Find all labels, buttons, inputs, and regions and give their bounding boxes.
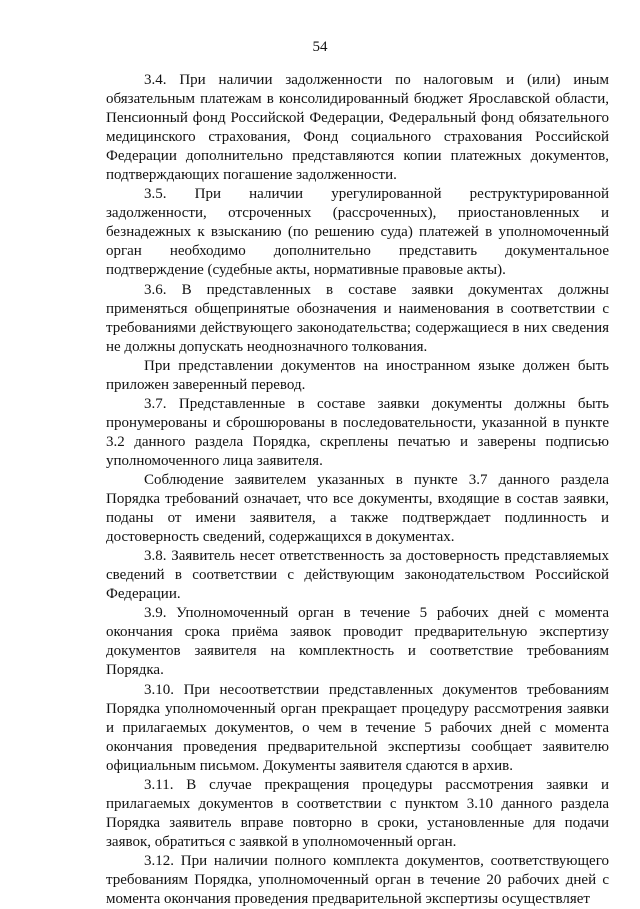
paragraph-3-11: 3.11. В случае прекращения процедуры рассмотрения заявки и прилагаемых документов в соответствии с пунктом 3.10 данного раздела Порядка заявитель вправе повторно в сроки, установленные для подачи заявок, обратиться с заявкой в уполномоченный орган. xyxy=(106,776,609,850)
paragraph-3-6: 3.6. В представленных в составе заявки документах должны применяться общепринятые обозначения и наименования в соответствии с требованиями действующего законодательства; содержащиеся в них сведения не должны допускать неоднозначного толкования. xyxy=(106,281,609,355)
paragraph-3-10: 3.10. При несоответствии представленных документов требованиям Порядка уполномоченный орган прекращает процедуру рассмотрения заявки и прилагаемых документов, о чем в течение 5 рабочих дней с момента окончания проведения предварительной экспертизы сообщает заявителю официальным письмом. Документы заявителя сдаются в архив. xyxy=(106,681,609,774)
paragraph-compliance: Соблюдение заявителем указанных в пункте 3.7 данного раздела Порядка требований означает, что все документы, входящие в состав заявки, поданы от имени заявителя, а также подтверждает подлинность и достоверность сведений, содержащихся в документах. xyxy=(106,471,609,546)
body-text xyxy=(106,71,609,909)
paragraph-3-5: 3.5. При наличии урегулированной реструктурированной задолженности, отсроченных (рассроченных), приостановленных и безнадежных к взысканию (по решению суда) платежей в уполномоченный орган необходимо дополнительно представить документальное подтверждение (судебные акты, нормативные правовые акты). xyxy=(106,186,609,279)
page-number: 54 xyxy=(312,39,328,55)
paragraph-3-4: 3.4. При наличии задолженности по налоговым и (или) иным обязательным платежам в консолидированный бюджет Ярославской области, Пенсионный фонд Российской Федерации, Федеральный фонд обязательного медицинского страхования, Фонд социального страхования Российской Федерации дополнительно представляются копии платежных документов, подтверждающих погашение задолженности. xyxy=(106,72,609,184)
paragraph-3-12: 3.12. При наличии полного комплекта документов, соответствующего требованиям Порядка, уполномоченный орган в течение 20 рабочих дней с момента окончания проведения предварительной экспертизы осуществляет xyxy=(106,852,609,908)
paragraph-3-9: 3.9. Уполномоченный орган в течение 5 рабочих дней с момента окончания срока приёма заявок проводит предварительную экспертизу документов заявителя на комплектность и соответствие требованиям Порядка. xyxy=(106,605,609,679)
paragraph-3-8: 3.8. Заявитель несет ответственность за достоверность представляемых сведений в соответствии с действующим законодательством Российской Федерации. xyxy=(106,548,609,603)
paragraph-foreign-language: При представлении документов на иностранном языке должен быть приложен заверенный перевод. xyxy=(106,357,609,393)
paragraph-3-7: 3.7. Представленные в составе заявки документы должны быть пронумерованы и сброшюрованы в последовательности, указанной в пункте 3.2 данного раздела Порядка, скреплены печатью и заверены подписью уполномоченного лица заявителя. xyxy=(106,395,609,469)
